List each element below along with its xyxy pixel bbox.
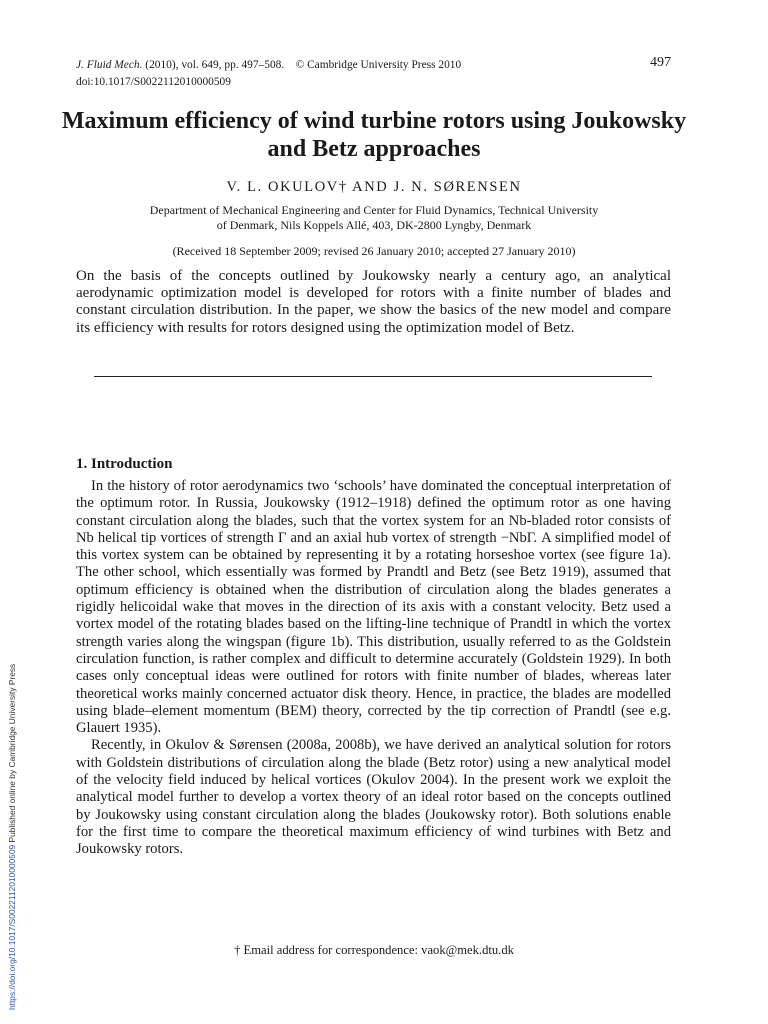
running-head [76,57,461,91]
divider [94,376,652,377]
affiliation-line-2: of Denmark, Nils Koppels Allé, 403, DK-2800 Lyngby, Denmark [216,218,532,232]
side-stamp [7,664,17,1010]
affiliation [60,203,688,233]
citation-line [76,57,461,74]
section-body [76,478,671,859]
abstract: On the basis of the concepts outlined by Joukowsky nearly a century ago, an analytical aerodynamic optimization model is developed for rotors with a finite number of blades and constant circulation distribution. In the paper, we show the basics of the new model and compare its efficiency with results for rotors designed using the optimization model of Betz. [76,268,671,336]
paragraph: Recently, in Okulov & Sørensen (2008a, 2008b), we have derived an analytical solution for rotors with Goldstein distributions of circulation along the blade (Betz rotor) using a new analytical model of the velocity field induced by helical vortices (Okulov 2004). In the present work we exploit the analytical model further to develop a vortex theory of an ideal rotor based on the concepts outlined by Joukowsky using constant circulation along the blades (Joukowsky rotor). Both solutions enable for the first time to compare the theoretical maximum efficiency of wind turbines with Betz and Joukowsky rotors. [76,737,671,858]
citation: (2010), vol. 649, pp. 497–508. [145,59,285,71]
paragraph: In the history of rotor aerodynamics two ‘schools’ have dominated the conceptual interpretation of the optimum rotor. In Russia, Joukowsky (1912–1918) defined the optimum rotor as one having constant circulation along the blades, such that the vortex system for an Nb-bladed rotor consists of Nb helical tip vortices of strength Γ and an axial hub vortex of strength −NbΓ. A simplified model of this vortex system can be obtained by representing it by a rotating horseshoe vortex (see figure 1a). The other school, which essentially was formed by Prandtl and Betz (see Betz 1919), assumed that optimum efficiency is obtained when the distribution of circulation along the blades generates a rigidly helicoidal wake that moves in the direction of its axis with a constant velocity. Betz used a vortex model of the rotating blades based on the lifting-line technique of Prandtl in which the vortex strength varies along the wingspan (figure 1b). This distribution, usually referred to as the Goldstein circulation function, is rather complex and difficult to determine accurately (Goldstein 1929). In both cases only conceptual ideas were outlined for rotors with finite number of blades, whereas later theoretical works mainly concerned actuator disk theory. Hence, in practice, the blades are modelled using blade–element momentum (BEM) theory, corrected by the tip correction of Prandtl (see e.g. Glauert 1935). [76,478,671,737]
footnote: † Email address for correspondence: vaok@mek.dtu.dk [234,943,514,957]
authors: V. L. OKULOV† AND J. N. SØRENSEN [226,179,522,195]
section-heading: 1. Introduction [76,456,173,472]
page-number: 497 [650,55,671,70]
doi: doi:10.1017/S0022112010000509 [76,76,231,88]
doi-link[interactable]: https://doi.org/10.1017/S0022112010000509 [7,844,17,1010]
article-title: Maximum efficiency of wind turbine rotors using Joukowsky and Betz approaches [61,108,687,162]
published-online-note: Published online by Cambridge University Press [7,663,17,845]
affiliation-line-1: Department of Mechanical Engineering and Center for Fluid Dynamics, Technical University [149,203,599,217]
journal-name: J. Fluid Mech. [76,59,143,71]
received-dates: (Received 18 September 2009; revised 26 January 2010; accepted 27 January 2010) [172,244,576,258]
copyright: © Cambridge University Press 2010 [295,59,462,71]
